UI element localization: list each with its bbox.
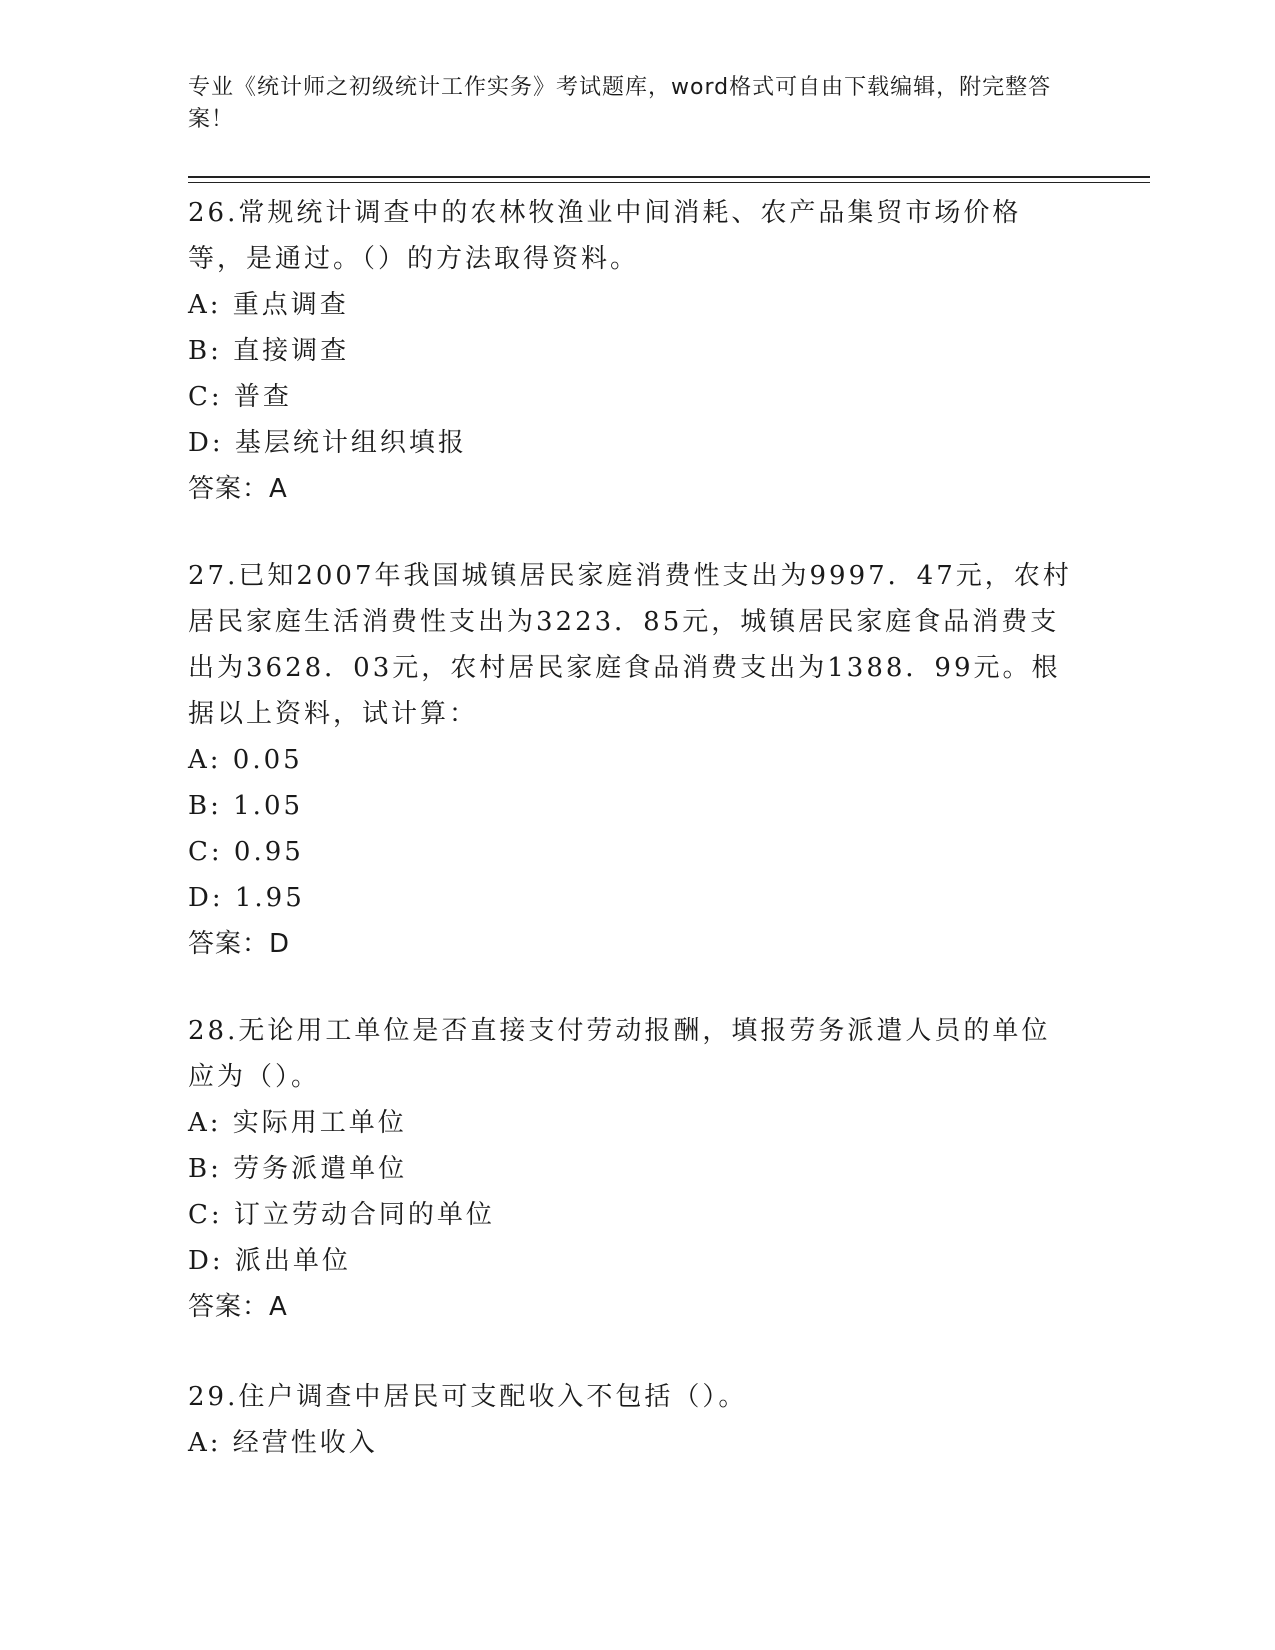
document-header: 专业《统计师之初级统计工作实务》考试题库，word格式可自由下载编辑，附完整答案！ xyxy=(188,75,1052,132)
option-a: A: 重点调查 xyxy=(188,290,349,320)
question-27 xyxy=(188,553,1078,967)
option-b: B: 直接调查 xyxy=(188,336,350,366)
question-stem: 28.无论用工单位是否直接支付劳动报酬，填报劳务派遣人员的单位应为（）。 xyxy=(188,1016,1051,1092)
option-c: C: 订立劳动合同的单位 xyxy=(188,1200,495,1230)
question-28 xyxy=(188,1008,1078,1330)
question-29 xyxy=(188,1374,1078,1466)
question-stem: 26.常规统计调查中的农林牧渔业中间消耗、农产品集贸市场价格等，是通过。（）的方法取得资料。 xyxy=(188,198,1022,274)
option-d: D: 派出单位 xyxy=(188,1246,351,1276)
option-a: A: 0.05 xyxy=(188,745,303,775)
option-a: A: 经营性收入 xyxy=(188,1428,378,1458)
header-divider xyxy=(188,176,1150,178)
option-a: A: 实际用工单位 xyxy=(188,1108,407,1138)
question-26 xyxy=(188,190,1078,512)
option-c: C: 普查 xyxy=(188,382,292,412)
question-stem: 27.已知2007年我国城镇居民家庭消费性支出为9997．47元，农村居民家庭生活消费性支出为3223．85元，城镇居民家庭食品消费支出为3628．03元，农村居民家庭食品消费支出为1388．99元。根据以上资料，试计算： xyxy=(188,561,1072,729)
option-c: C: 0.95 xyxy=(188,837,304,867)
question-stem: 29.住户调查中居民可支配收入不包括（）。 xyxy=(188,1382,748,1412)
answer-line: 答案：A xyxy=(188,1292,288,1322)
header-divider-thin xyxy=(188,182,1150,183)
option-b: B: 1.05 xyxy=(188,791,304,821)
option-d: D: 基层统计组织填报 xyxy=(188,428,467,458)
answer-line: 答案：D xyxy=(188,929,291,959)
option-d: D: 1.95 xyxy=(188,883,305,913)
option-b: B: 劳务派遣单位 xyxy=(188,1154,408,1184)
answer-line: 答案：A xyxy=(188,474,288,504)
